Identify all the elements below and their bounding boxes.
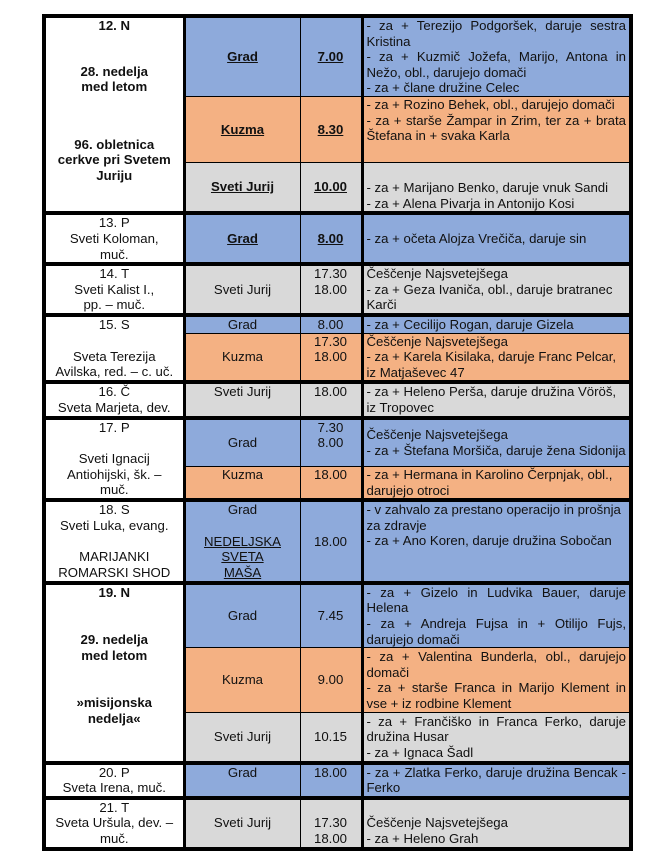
intention: - za + Zlatka Ferko, daruje družina Bencak - Ferko: [366, 764, 626, 796]
intentions-cell: [362, 382, 631, 417]
intention: - za + Andreja Fujsa in + Otilijo Fujs, darujejo domači: [366, 615, 626, 647]
intention: Češčenje Najsvetejšega: [366, 427, 508, 443]
day-feast: Sveta Terezija: [72, 348, 156, 364]
table-row: [44, 583, 631, 648]
day-note: »misijonska: [76, 695, 152, 711]
day-note: cerkve pri Svetem: [57, 152, 171, 168]
time-cell: 7.00: [300, 16, 362, 96]
day-note: ROMARSKI SHOD: [58, 565, 171, 581]
day-cell: [44, 264, 184, 315]
place-cell: Grad: [184, 583, 300, 648]
intentions-cell: [362, 16, 631, 96]
place-cell: Kuzma: [184, 467, 300, 501]
intention: - za + Rozino Behek, obl., darujejo domači: [366, 96, 615, 112]
time-cell: 7.45: [300, 583, 362, 648]
day-date: 19. N: [98, 584, 131, 600]
time-cell: 10.15: [300, 713, 362, 763]
intention: - za + Valentina Bunderla, obl., darujejo domači: [366, 648, 626, 680]
place-cell: Sveti Jurij: [184, 264, 300, 315]
place-note: NEDELJSKA: [204, 533, 281, 549]
place-cell: Kuzma: [184, 333, 300, 382]
place-note: SVETA: [221, 549, 264, 565]
intentions-cell: [362, 763, 631, 798]
day-cell: [44, 213, 184, 264]
day-note: MARIJANKI: [79, 549, 150, 565]
day-cell: [44, 382, 184, 417]
time: 17.30: [313, 266, 347, 282]
intention: - za + Heleno Perša, daruje družina Vöröš, iz Tropovec: [366, 384, 617, 415]
table-row: [44, 798, 631, 849]
time-cell: [300, 798, 362, 849]
day-feast: Sveta Irena, muč.: [62, 780, 166, 796]
place-cell: Grad: [184, 418, 300, 467]
table-row: [44, 16, 631, 96]
intention: - za + Ano Koren, daruje družina Sobočan: [366, 533, 612, 549]
table-row: [44, 315, 631, 333]
intention: - za + Alena Pivarja in Antonijo Kosi: [366, 195, 575, 211]
day-feast: 28. nedelja: [80, 63, 148, 79]
time-cell: 18.00: [300, 382, 362, 417]
day-feast: muč.: [99, 246, 129, 262]
time: 17.30: [313, 333, 347, 349]
intentions-cell: [362, 333, 631, 382]
intention: - za + očeta Alojza Vrečiča, daruje sin: [366, 231, 587, 247]
intention: - za + člane družine Celec: [366, 80, 520, 96]
intention: - za + Marijano Benko, daruje vnuk Sandi: [366, 180, 609, 196]
time: 7.30: [317, 419, 344, 435]
day-cell: [44, 315, 184, 382]
time-cell: 18.00: [300, 500, 362, 582]
intentions-cell: [362, 418, 631, 467]
time-cell: 8.00: [300, 213, 362, 264]
day-date: 18. S: [98, 502, 130, 518]
place-cell: Sveti Jurij: [184, 713, 300, 763]
day-cell: [44, 418, 184, 501]
intentions-cell: [362, 264, 631, 315]
time-cell: [300, 418, 362, 467]
day-date: 21. T: [99, 799, 130, 815]
table-row: [44, 763, 631, 798]
intentions-cell: [362, 583, 631, 648]
day-date: 13. P: [98, 215, 130, 231]
day-cell: [44, 763, 184, 798]
intention: - za + Terezijo Podgoršek, daruje sestra Kristina: [366, 18, 626, 49]
day-feast: pp. – muč.: [83, 297, 146, 313]
intentions-cell: [362, 213, 631, 264]
day-date: 17. P: [98, 419, 130, 435]
day-feast: muč.: [99, 831, 129, 847]
intentions-cell: [362, 713, 631, 763]
time-cell: 8.00: [300, 315, 362, 333]
intention: - za + Cecilijo Rogan, daruje Gizela: [366, 317, 574, 333]
day-feast: Sveti Koloman,: [69, 231, 159, 247]
intention: - za + Ignaca Šadl: [366, 744, 474, 760]
intentions-cell: [362, 500, 631, 582]
day-feast: Avilska, red. – c. uč.: [55, 364, 174, 380]
day-feast: Sveta Uršula, dev. –: [55, 815, 174, 831]
day-cell: [44, 500, 184, 582]
intention: - v zahvalo za prestano operacijo in prošnja za zdravje: [366, 502, 621, 533]
intention: - za + Gizelo in Ludvika Bauer, daruje Helena: [366, 584, 626, 616]
place-name: Grad: [227, 502, 258, 518]
intention: - za + Štefana Moršiča, daruje žena Sidonija: [366, 442, 626, 458]
day-feast: Sveti Ignacij: [78, 451, 150, 467]
place-cell: Kuzma: [184, 648, 300, 713]
day-date: 12. N: [98, 18, 131, 33]
place-cell: Sveti Jurij: [184, 382, 300, 417]
intention: - za + starše Žampar in Zrim, ter za + brata Štefana in + svaka Karla: [366, 112, 626, 144]
intention: - za + Kuzmič Jožefa, Marijo, Antona in Nežo, obl., darujejo domači: [366, 49, 626, 80]
day-date: 14. T: [99, 266, 130, 282]
time-cell: 18.00: [300, 467, 362, 501]
day-cell: [44, 798, 184, 849]
place-cell: [184, 500, 300, 582]
time: 18.00: [313, 281, 347, 297]
intention: - za + Geza Ivaniča, obl., daruje bratranec Karči: [366, 281, 613, 313]
intention: - za + Frančiško in Franca Ferko, daruje družina Husar: [366, 713, 626, 745]
intention: - za + Karela Kisilaka, daruje Franc Pelcar, iz Matjaševec 47: [366, 349, 617, 380]
table-row: [44, 418, 631, 467]
day-note: nedelja«: [87, 711, 141, 727]
table-row: [44, 264, 631, 315]
place-cell: Kuzma: [184, 96, 300, 162]
day-cell: [44, 583, 184, 763]
intentions-cell: [362, 648, 631, 713]
intentions-cell: [362, 315, 631, 333]
place-cell: Grad: [184, 763, 300, 798]
day-date: 15. S: [98, 317, 130, 333]
day-date: 20. P: [98, 764, 130, 780]
intention: - za + starše Franca in Marijo Klement in vse + iz rodbine Klement: [366, 680, 626, 711]
time-cell: 10.00: [300, 162, 362, 213]
time-cell: [300, 264, 362, 315]
day-note: Juriju: [96, 167, 133, 183]
place-cell: Sveti Jurij: [184, 798, 300, 849]
intentions-cell: [362, 467, 631, 501]
intention: - za + Heleno Grah: [366, 831, 479, 847]
day-feast: 29. nedelja: [80, 632, 148, 648]
day-date: 16. Č: [98, 384, 131, 400]
time-cell: 18.00: [300, 763, 362, 798]
table-row: [44, 382, 631, 417]
place-cell: Grad: [184, 213, 300, 264]
time: 17.30: [313, 815, 347, 831]
place-cell: Grad: [184, 16, 300, 96]
table-row: [44, 500, 631, 582]
day-note: 96. obletnica: [74, 136, 155, 152]
day-feast: Sveta Marjeta, dev.: [57, 400, 171, 415]
day-feast: med letom: [81, 79, 148, 95]
intention: Češčenje Najsvetejšega: [366, 333, 508, 349]
intention: Češčenje Najsvetejšega: [366, 266, 508, 282]
place-note: MAŠA: [223, 565, 262, 581]
time: 8.00: [317, 435, 344, 451]
place-cell: Sveti Jurij: [184, 162, 300, 213]
day-feast: med letom: [81, 647, 148, 663]
mass-schedule-table: [42, 14, 633, 851]
intentions-cell: [362, 162, 631, 213]
day-cell: [44, 16, 184, 213]
time-cell: 9.00: [300, 648, 362, 713]
intentions-cell: [362, 798, 631, 849]
intentions-cell: [362, 96, 631, 162]
day-feast: Sveti Kalist I.,: [74, 281, 155, 297]
time: 18.00: [313, 349, 347, 365]
table-row: [44, 213, 631, 264]
time-cell: 8.30: [300, 96, 362, 162]
day-feast: Sveti Luka, evang.: [59, 517, 169, 533]
day-feast: Antiohijski, šk. –: [66, 466, 162, 482]
time: 18.00: [313, 831, 347, 847]
intention: - za + Hermana in Karolino Čerpnjak, obl., darujejo otroci: [366, 467, 613, 498]
time-cell: [300, 333, 362, 382]
intention: Češčenje Najsvetejšega: [366, 815, 508, 831]
day-feast: muč.: [99, 482, 129, 498]
place-cell: Grad: [184, 315, 300, 333]
